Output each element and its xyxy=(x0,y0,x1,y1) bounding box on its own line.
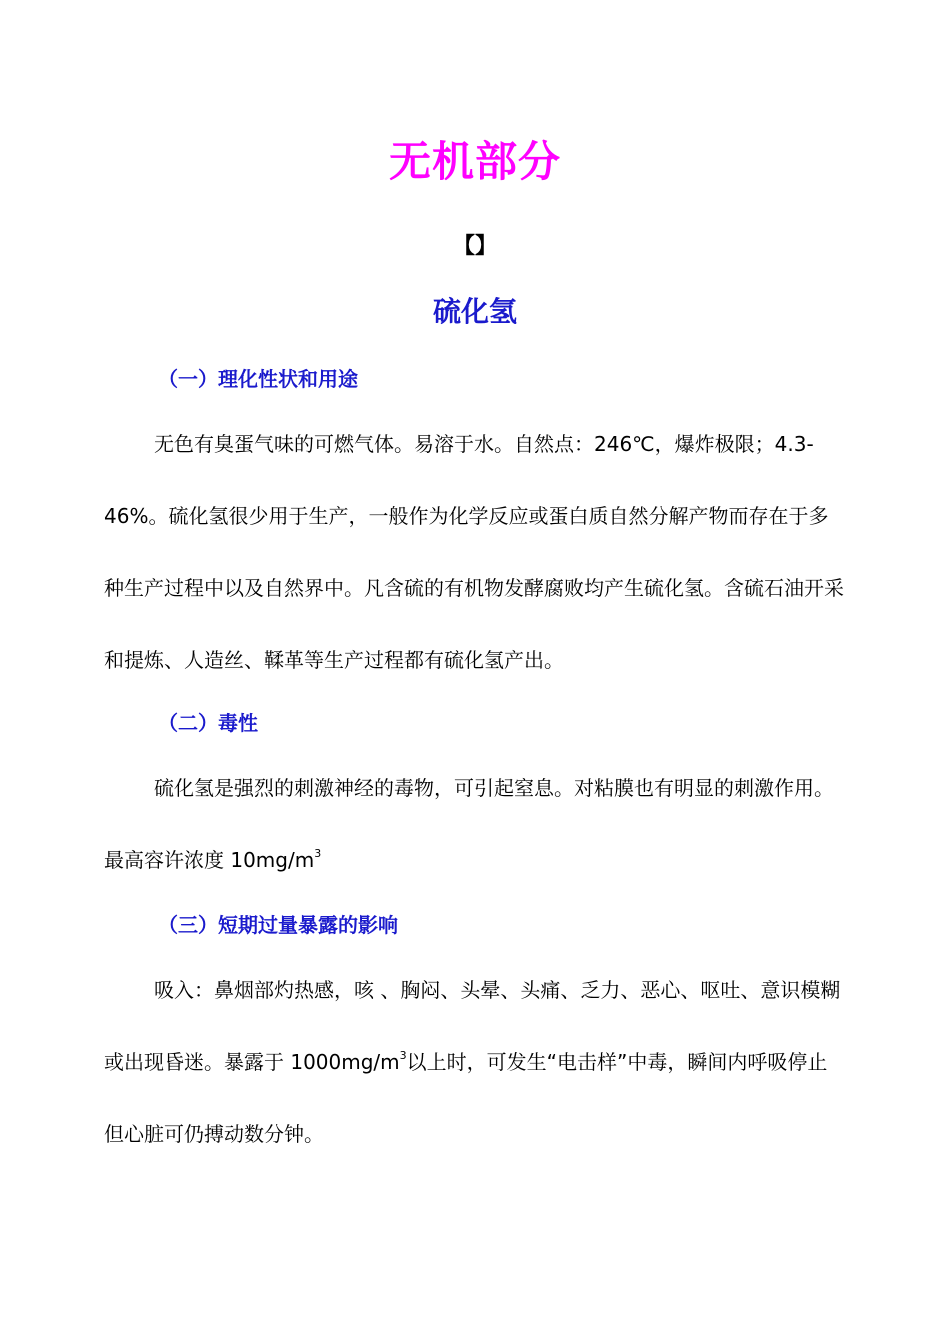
section-title: 硫化氢 xyxy=(432,295,517,328)
superscript-3: 3 xyxy=(399,1049,407,1062)
heading-toxicity: （二）毒性 xyxy=(158,711,258,735)
toxicity-text: 硫化氢是强烈的刺激神经的毒物，可引起窒息。对粘膜也有明显的刺激作用。最高容许浓度 10mg/m xyxy=(104,776,834,872)
exposure-text-part1: 吸入：鼻烟部灼热感，咳 、胸闷、头晕、头痛、乏力、恶心、呕吐、意识模糊或出现昏迷。暴露于 1000mg/m xyxy=(104,978,841,1074)
superscript-3: 3 xyxy=(314,847,322,860)
paragraph-toxicity xyxy=(104,752,844,896)
heading-exposure: （三）短期过量暴露的影响 xyxy=(158,913,398,937)
heading-properties: （一）理化性状和用途 xyxy=(158,367,358,391)
paragraph-properties: 无色有臭蛋气味的可燃气体。易溶于水。自然点：246℃，爆炸极限；4.3-46%。硫化氢很少用于生产，一般作为化学反应或蛋白质自然分解产物而存在于多种生产过程中以及自然界中。凡含硫的有机物发酵腐败均产生硫化氢。含硫石油开采和提炼、人造丝、鞣革等生产过程都有硫化氢产出。 xyxy=(104,432,844,672)
page-title: 无机部分 xyxy=(388,137,561,186)
bracket-marker: 【】 xyxy=(452,234,497,259)
paragraph-exposure xyxy=(104,954,844,1170)
exposure-text-part2: 以上时，可发生“电击样”中毒，瞬间内呼吸停止但心脏可仍搏动数分钟。 xyxy=(104,1050,828,1146)
